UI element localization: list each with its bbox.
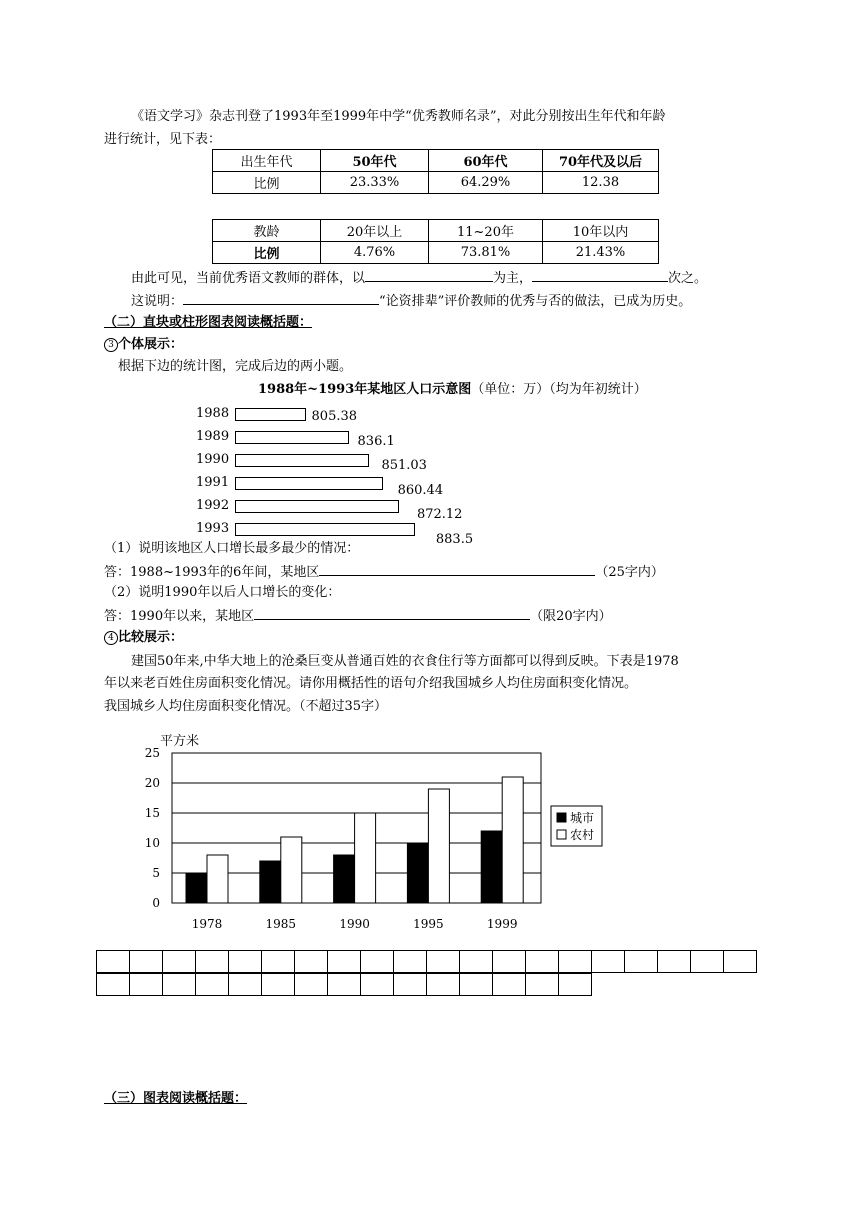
answer-grid-row-1[interactable]	[96, 950, 757, 973]
grid-cell[interactable]	[658, 951, 691, 973]
circled-number: 4	[104, 631, 118, 645]
population-bar	[235, 431, 349, 444]
bar-city	[334, 855, 355, 903]
bar-rural	[502, 777, 523, 903]
table2-header: 11~20年	[429, 220, 543, 242]
grid-cell[interactable]	[559, 951, 592, 973]
legend-swatch	[557, 830, 566, 839]
grid-cell[interactable]	[361, 974, 394, 996]
grid-cell[interactable]	[427, 974, 460, 996]
x-tick-label: 1978	[191, 917, 223, 931]
table2-cell: 21.43%	[543, 242, 659, 264]
bar-city	[481, 831, 502, 903]
grid-cell[interactable]	[163, 951, 196, 973]
table2-header: 20年以上	[321, 220, 429, 242]
grid-cell[interactable]	[130, 974, 163, 996]
y-tick-label: 25	[144, 746, 160, 760]
grid-cell[interactable]	[229, 974, 262, 996]
table1-cell: 12.38	[543, 172, 659, 194]
intro-line-2: 进行统计，见下表：	[104, 132, 222, 147]
table2-cell: 73.81%	[429, 242, 543, 264]
grid-cell[interactable]	[394, 974, 427, 996]
answer-grid-row-2[interactable]	[96, 973, 592, 996]
legend-swatch	[557, 813, 566, 822]
population-value-label: 805.38	[311, 409, 358, 424]
intro-line-1: 《语文学习》杂志刊登了1993年至1999年中学“优秀教师名录”，对此分别按出生年代和年龄	[131, 109, 666, 124]
item-4-paragraph-1: 建国50年来,中华大地上的沧桑巨变从普通百姓的衣食住行等方面都可以得到反映。下表是1978	[131, 654, 679, 669]
grid-cell[interactable]	[493, 951, 526, 973]
birth-decade-table	[212, 149, 659, 194]
x-tick-label: 1995	[413, 917, 444, 931]
blank-2[interactable]	[532, 268, 668, 282]
table1-header: 出生年代	[213, 150, 321, 172]
section-2-title: （二）直块或柱形图表阅读概括题：	[104, 315, 313, 330]
circled-number: 3	[104, 338, 118, 352]
blank-1[interactable]	[365, 268, 493, 282]
answer-2-limit: （限20字内）	[530, 609, 612, 624]
table2-cell: 4.76%	[321, 242, 429, 264]
table1-header: 50年代	[321, 150, 429, 172]
population-value-label: 883.5	[435, 531, 474, 547]
grid-cell[interactable]	[196, 974, 229, 996]
bar-city	[407, 843, 428, 903]
y-axis-label: 平方米	[160, 734, 200, 749]
legend-label: 城市	[570, 811, 595, 825]
x-tick-label: 1985	[265, 917, 297, 931]
table1-header: 70年代及以后	[543, 150, 659, 172]
population-bar	[235, 500, 399, 513]
x-tick-label: 1990	[339, 917, 370, 931]
conclusion-text: 这说明：	[131, 294, 184, 309]
population-year-label: 1992	[196, 498, 230, 513]
table1-cell: 比例	[213, 172, 321, 194]
table1-cell: 64.29%	[429, 172, 543, 194]
grid-cell[interactable]	[460, 974, 493, 996]
legend-label: 农村	[570, 828, 595, 842]
bar-rural	[355, 813, 376, 903]
item-4-paragraph-2: 年以来老百姓住房面积变化情况。请你用概括性的语句介绍我国城乡人均住房面积变化情况。	[104, 676, 638, 691]
question-1: （1）说明该地区人口增长最多最少的情况：	[104, 541, 360, 556]
population-value-label: 851.03	[381, 458, 427, 473]
population-year-label: 1989	[196, 429, 230, 444]
grid-cell[interactable]	[130, 951, 163, 973]
y-tick-label: 20	[144, 776, 160, 790]
bar-rural	[207, 855, 228, 903]
grid-cell[interactable]	[526, 951, 559, 973]
grid-cell[interactable]	[163, 974, 196, 996]
population-year-label: 1988	[196, 406, 230, 421]
x-tick-label: 1999	[486, 917, 518, 931]
conclusion-text: “论资排辈”评价教师的优秀与否的做法，已成为历史。	[379, 294, 692, 309]
population-year-label: 1990	[196, 452, 230, 467]
grid-cell[interactable]	[97, 951, 130, 973]
grid-cell[interactable]	[262, 951, 295, 973]
population-chart-title-note: （单位：万）（均为年初统计）	[471, 382, 647, 397]
item-3-instruction: 根据下边的统计图，完成后边的两小题。	[118, 359, 353, 374]
answer-1	[104, 562, 664, 582]
grid-cell[interactable]	[427, 951, 460, 973]
grid-cell[interactable]	[460, 951, 493, 973]
grid-cell[interactable]	[295, 974, 328, 996]
grid-cell[interactable]	[361, 951, 394, 973]
conclusion-line-2	[131, 291, 691, 311]
item-3-label: 个体展示：	[118, 337, 184, 352]
grid-cell[interactable]	[724, 951, 757, 973]
grid-cell[interactable]	[691, 951, 724, 973]
grid-cell[interactable]	[229, 951, 262, 973]
conclusion-text: 为主，	[493, 271, 533, 286]
population-chart-title-main: 1988年~1993年某地区人口示意图	[258, 382, 472, 397]
grid-cell[interactable]	[559, 974, 592, 996]
population-value-label: 872.12	[416, 507, 463, 522]
population-bar	[235, 408, 306, 421]
blank-3[interactable]	[183, 291, 379, 305]
answer-2-prefix: 答：1990年以来，某地区	[104, 609, 255, 624]
table1-cell: 23.33%	[321, 172, 429, 194]
conclusion-text: 次之。	[668, 271, 708, 286]
table2-header: 10年以内	[543, 220, 659, 242]
grid-cell[interactable]	[493, 974, 526, 996]
grid-cell[interactable]	[526, 974, 559, 996]
population-year-label: 1991	[196, 475, 230, 490]
population-bar	[235, 454, 369, 467]
item-3-heading	[104, 336, 183, 354]
grid-cell[interactable]	[394, 951, 427, 973]
table2-header: 教龄	[213, 220, 321, 242]
section-3-title: （三）图表阅读概括题：	[104, 1091, 248, 1106]
table1-header: 60年代	[429, 150, 543, 172]
bar-rural	[281, 837, 302, 903]
population-year-label: 1993	[196, 521, 230, 536]
population-bar	[235, 477, 383, 490]
answer-2-blank[interactable]	[254, 606, 530, 620]
bar-rural	[428, 789, 449, 903]
conclusion-line-1	[131, 268, 707, 288]
grid-cell[interactable]	[328, 951, 361, 973]
grid-cell[interactable]	[295, 951, 328, 973]
conclusion-text: 由此可见，当前优秀语文教师的群体，以	[131, 271, 366, 286]
grid-cell[interactable]	[592, 951, 625, 973]
item-4-heading	[104, 629, 183, 647]
population-value-label: 836.1	[357, 433, 395, 449]
answer-1-blank[interactable]	[319, 562, 595, 576]
table2-cell: 比例	[213, 242, 321, 264]
item-4-paragraph-3: 我国城乡人均住房面积变化情况。（不超过35字）	[104, 699, 388, 714]
y-tick-label: 10	[144, 836, 160, 850]
population-bar	[235, 523, 415, 536]
grid-cell[interactable]	[196, 951, 229, 973]
housing-area-bar-chart	[0, 725, 860, 945]
teaching-years-table	[212, 219, 659, 264]
answer-2	[104, 606, 612, 626]
answer-1-limit: （25字内）	[595, 565, 664, 580]
bar-city	[186, 873, 207, 903]
population-value-label: 860.44	[397, 482, 444, 498]
question-2: （2）说明1990年以后人口增长的变化：	[104, 585, 341, 600]
y-tick-label: 0	[152, 896, 160, 910]
y-tick-label: 15	[144, 806, 160, 820]
y-tick-label: 5	[152, 866, 160, 880]
population-chart-title	[258, 381, 647, 399]
grid-cell[interactable]	[625, 951, 658, 973]
bar-city	[260, 861, 281, 903]
item-4-label: 比较展示：	[118, 630, 184, 645]
grid-cell[interactable]	[97, 974, 130, 996]
grid-cell[interactable]	[262, 974, 295, 996]
answer-1-prefix: 答：1988~1993年的6年间，某地区	[104, 565, 320, 580]
grid-cell[interactable]	[328, 974, 361, 996]
